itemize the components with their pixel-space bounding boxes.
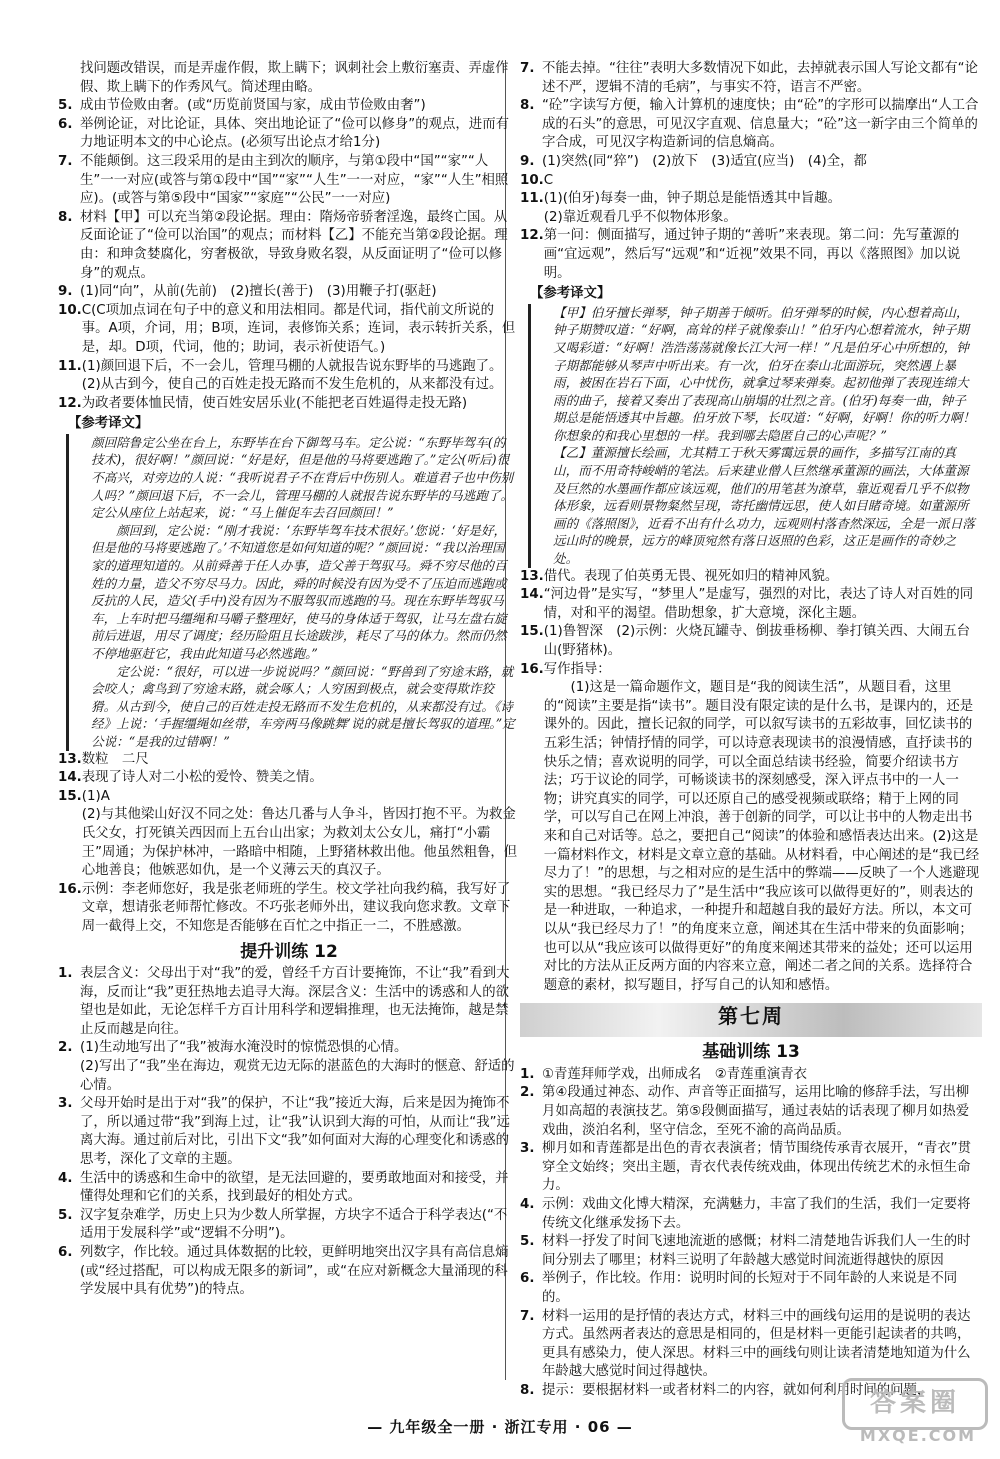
answer-number: 3. [58, 1096, 73, 1112]
section-title-13: 基础训练 13 [702, 1042, 800, 1063]
answer-item [520, 1066, 982, 1085]
reference-translation-label: 【参考译文】 [68, 416, 149, 432]
answer-number: 16. [58, 881, 82, 897]
answer-text: “河边骨”是实写，“梦里人”是虚写，强烈的对比，表达了诗人对百姓的同情，对和平的渴望。借助想象，扩大意境，深化主题。 [543, 587, 974, 621]
answer-number: 11. [520, 191, 544, 207]
answer-item [58, 1039, 520, 1095]
section-title-12: 提升训练 12 [240, 941, 338, 962]
answer-number: 6. [520, 1271, 535, 1287]
answer-number: 13. [58, 751, 82, 767]
answer-number: 1. [58, 966, 73, 982]
answer-text: 写作指导： (1)这是一篇命题作文，题目是“我的阅读生活”，从题目看，这里的“阅读”主要是指“读书”。题目没有限定读的是什么书，是课内的，还是课外的。因此，擅长记叙的同学，可以叙写读书的五彩故事，回忆读书的五彩生活；钟情抒情的同学，可以诗意表现读书的浪漫情感，直抒读书的快乐之情；喜欢说明的同学，可以全面总结读书经验，简要介绍读书方法；巧于议论的同学，可畅谈读书的深刻感受，深入评点书中的一人一物；讲究真实的同学，可以还原自己的感受视频或联络；精于上网的同学，可以写自己在网上冲浪，善于创新的同学，可以让书中的人物走出书来和自己对话等。总之，要把自己“阅读”的体验和感悟表达出来。(2)这是一篇材料作文，材料是文章立意的基础。从材料看，中心阐述的是“我已经尽力了！”的思想，与之相对应的是生活中的弊端——反映了一个人逃避现实的思想。“我已经尽力了”是生活中“我应该可以做得更好的”，则表达的是一种进取，一种追求，一种提升和超越自我的最好方法。所以，本文可以从“我已经尽力了！”的角度来立意，阐述其在生活中带来的负面影响；也可以从“我应该可以做得更好”的角度来阐述其带来的益处；还可以运用对比的方法从正反两方面的内容来立意，阐述二者之间的关系。选择符合题意的素材，拟写题目，抒写自己的认知和感悟。 [543, 661, 980, 993]
answer-number: 6. [58, 116, 73, 132]
answer-item [520, 568, 982, 587]
answer-text: 材料【甲】可以充当第②段论据。理由：隋炀帝骄奢淫逸，最终亡国。从反面论证了“俭可以治国”的观点；而材料【乙】不能充当第②段论据。理由：和珅贪婪腐化，穷奢极欲，导致身败名裂，从反面证明了“俭可以修身”的观点。 [80, 209, 508, 281]
answer-item [520, 586, 982, 623]
answer-item [58, 1244, 520, 1300]
answer-number: 7. [520, 1308, 535, 1324]
answer-text: 父母开始时是出于对“我”的保护，不让“我”接近大海，后来是因为掩饰不了，所以通过带“我”到海上过，让“我”认识到大海的可怕，从而让“我”远离大海。通过前后对比，引出下文“我”如何面对大海的心理变化和诱惑的思考，深化了文章的主题。 [80, 1096, 510, 1168]
answer-item [58, 1170, 520, 1207]
answer-number: 14. [520, 587, 544, 603]
answer-text: 举例子，作比较。作用：说明时间的长短对于不同年龄的人来说是不同的。 [542, 1271, 958, 1305]
answer-number: 8. [58, 209, 73, 225]
answer-number: 12. [58, 395, 82, 411]
answer-item [58, 788, 520, 881]
answer-text: “砼”字读写方便，输入计算机的速度快；由“砼”的字形可以揣摩出“人工合成的石头”的意思，可见汉字直观、信息量大；“砼”这一新字由三个简单的字合成，可见汉字构造新词的信息熵高。 [542, 98, 979, 151]
answer-text: 为政者要体恤民情，使百姓安居乐业(不能把老百姓逼得走投无路) [81, 395, 468, 411]
answer-text: 柳月如和青莲都是出色的青衣表演者；情节围绕传承青衣展开，“青衣”贯穿全文始终；突出主题，青衣代表传统戏曲，体现出传统艺术的永恒生命力。 [542, 1141, 971, 1194]
watermark-text: 答案圈 [842, 1378, 988, 1430]
answer-item [58, 965, 520, 1039]
answer-item [58, 1095, 520, 1169]
answer-text: 提示：要根据材料一或者材料二的内容，就如何利用时间的问题， [542, 1382, 931, 1398]
answer-text: (1)(伯牙)每奏一曲，钟子期总是能悟透其中旨趣。 (2)靠近观看几乎不似物体形象。 [543, 191, 841, 225]
answer-number: 5. [520, 1234, 535, 1250]
answer-text: (1)A (2)与其他梁山好汉不同之处：鲁达几番与人争斗，皆因打抱不平。为救金氏父女，打死镇关西因而上五台山出家；为救刘太公女儿，痛打“小霸王”周通；为保护林冲，一路暗中相随，上野猪林救出他。他虽然粗鲁，但心地善良；他嫉恶如仇，是一个义薄云天的真汉子。 [81, 788, 518, 879]
answer-number: 8. [520, 1382, 535, 1398]
answer-text: 表层含义：父母出于对“我”的爱，曾经千方百计要掩饰，不让“我”看到大海，反而让“我”更狂热地去追寻大海。深层含义：生活中的诱惑和人的欲望也是如此，无论怎样千方百计用科学和逻辑推理，也无法掩饰，越是禁止反而越是向往。 [80, 966, 510, 1037]
answer-text: (1)同“向”，从前(先前) (2)擅长(善于) (3)用鞭子打(驱赶) [80, 284, 437, 300]
answer-number: 12. [520, 228, 544, 244]
answer-number: 8. [520, 98, 535, 114]
answer-item [58, 395, 520, 414]
answer-text: ①青莲拜师学戏，出师成名 ②青莲重演青衣 [542, 1066, 808, 1082]
answer-number: 15. [520, 624, 544, 640]
answer-number: 7. [520, 61, 535, 76]
answer-number: 4. [520, 1197, 535, 1213]
answer-item [58, 302, 520, 358]
answer-number: 9. [58, 284, 73, 300]
answer-text: 材料一抒发了时间飞速地流逝的感慨；材料二清楚地告诉我们人一生的时间分别去了哪里；材料三说明了年龄越大感觉时间流逝得越快的原因 [542, 1234, 971, 1268]
answer-text: 数粒 二尺 [81, 751, 149, 767]
answer-number: 11. [58, 358, 82, 374]
answer-number: 14. [58, 770, 82, 786]
answer-text: 第④段通过神态、动作、声音等正面描写，运用比喻的修辞手法，写出柳月如高超的表演技艺。第⑤段侧面描写，通过表姑的话表现了柳月如热爱戏曲，淡泊名利，坚守信念，至死不渝的高尚品质。 [542, 1085, 970, 1138]
answer-text: (1)生动地写出了“我”被海水淹没时的惊慌恐惧的心情。 (2)写出了“我”坐在海边，观赏无边无际的湛蓝色的大海时的惬意、舒适的心情。 [80, 1040, 515, 1093]
watermark-url: MXQE.COM [859, 1426, 977, 1445]
answer-item [520, 227, 982, 283]
answer-item [58, 116, 520, 153]
answer-number [58, 60, 80, 97]
answer-item [58, 358, 520, 395]
answer-item [58, 153, 520, 209]
answer-number: 5. [58, 98, 73, 114]
answer-item [520, 1233, 982, 1270]
answer-item [58, 1207, 520, 1244]
answer-item [520, 661, 982, 996]
answer-text: 不能颠倒。这三段采用的是由主到次的顺序，与第①段中“国”“家”“人生”一一对应(或答与第①段中“国”“家”“人生”一一对应，“家”“人生”相照应)。(或答与第⑤段中“国家”“家庭”“公民”一一对应) [80, 153, 509, 207]
answer-text: C(C项加点词在句子中的意义和用法相同。都是代词，指代前文所说的事。A项，介词，用；B项，连词，表修饰关系；连词，表示转折关系，但是，却。D项，代词，他的；助词，表示祈使语气。) [81, 302, 516, 355]
reference-translation-text: 【甲】伯牙擅长弹琴，钟子期善于倾听。伯牙弹琴的时候，内心想着高山，钟子期赞叹道：“好啊，高耸的样子就像泰山！”伯牙内心想着流水，钟子期又喝彩道：“好啊！浩浩荡荡就像长江大河一样！”凡是伯牙心中所想的，钟子期都能够从琴声中听出来。有一次，伯牙在泰山北面游玩，突然遇上暴雨，被困在岩石下面，心中忧伤，就拿过琴来弹奏。起初他弹了表现连绵大雨的曲子，接着又奏出了表现高山崩塌的壮烈之音。(伯牙)每奏一曲，钟子期总是能悟透其中旨趣。伯牙放下琴，长叹道：“好啊，好啊！你的听力啊！你想象的和我心里想的一样。我到哪去隐匿自己的心声呢？” 【乙】董源擅长绘画，尤其精工于秋天雾霭远景的画作，多描写江南的真山，而不用奇特峻峭的笔法。后来建业僧人巨然继承董源的画法，大体董源及巨然的水墨画作都应该远观，他们的用笔甚为潦草，靠近观看几乎不似物体形象，远看则景物粲然呈现，寄托幽情远思，使人如目睹奇境。如董源所画的《落照图》，近看不出有什么功力，远观则村落杳然深远，全是一派日落远山时的晚景，远方的峰顶宛然有落日返照的色彩，这正是画作的奇妙之处。 [528, 304, 982, 568]
answer-text: 材料一运用的是抒情的表达方式，材料三中的画线句运用的是说明的表达方式。虽然两者表达的意思是相同的，但是材料一更能引起读者的共鸣，更具有感染力，使人深思。材料三中的画线句则让读者清楚地知道为什么年龄越大感觉时间过得越快。 [542, 1308, 971, 1380]
answer-item [520, 1270, 982, 1307]
answer-item [520, 1140, 982, 1196]
answer-number: 16. [520, 661, 544, 677]
answer-item [520, 190, 982, 227]
answer-item [58, 283, 520, 302]
reference-translation-text: 颜回陪鲁定公坐在台上，东野毕在台下御驾马车。定公说：“东野毕驾车(的技术)，很好啊！”颜回说：“好是好，但是他的马将要逃跑了。”定公(听后)很不高兴，对旁边的人说：“我听说君子不在背后中伤别人。难道君子也中伤别人吗？”颜回退下后，不一会儿，管理马棚的人就报告说东野毕的马逃跑了。定公从座位上站起来，说：“马上催促车去召回颜回！” 颜回到，定公说：“刚才我说：‘东野毕驾车技术很好。’您说：‘好是好，但是他的马将要逃跑了。’不知道您是如何知道的呢？”颜回说：“我以治理国家的道理知道的。从前舜善于任人办事，造父善于驾驭马。舜不穷尽他的百姓的力量，造父不穷尽马力。因此，舜的时候没有因为受不了压迫而逃跑或反抗的人民，造父(手中)没有因为不服驾驭而逃跑的马。现在东野毕驾驭马车，上车时把马缰绳和马嚼子整理好，使马的身体适于驾驭，让马左盘右旋前后进退，用尽了调度；经历险阻且长途跋涉，耗尽了马的体力。然而仍然不停地驱赶它，我由此知道马必然逃跑。” 定公说：“很好，可以进一步说说吗？”颜回说：“野兽到了穷途末路，就会咬人；禽鸟到了穷途末路，就会啄人；人穷困到极点，就会变得欺诈狡猾。从古到今，使自己的百姓走投无路而不发生危机的，从来都没有过。《诗经》上说：‘手握缰绳如丝带，车旁两马像跳舞’说的就是擅长驾驭的道理。”定公说：“是我的过错啊！” [66, 434, 520, 751]
answer-text: 列数字，作比较。通过具体数据的比较，更鲜明地突出汉字具有高信息熵(或“经过搭配，可以构成无限多的新词”，或“在应对新概念大量涌现的科学发展中具有优势”)的特点。 [80, 1245, 509, 1298]
answer-text: 示例：戏曲文化博大精深，充满魅力，丰富了我们的生活，我们一定要将传统文化继承发扬下去。 [542, 1197, 971, 1231]
answer-item [58, 60, 520, 97]
answer-text: (1)鲁智深 (2)示例：火烧瓦罐寺、倒拔垂杨柳、拳打镇关西、大闹五台山(野猪林)。 [543, 624, 970, 658]
week-banner [520, 1003, 982, 1037]
answer-item [58, 97, 520, 116]
answer-number: 4. [58, 1170, 73, 1186]
right-column [520, 60, 982, 1401]
answer-item [58, 881, 520, 937]
answer-number: 2. [58, 1040, 73, 1056]
answer-item [520, 60, 982, 97]
answer-text: 成由节俭败由奢。(或“历览前贤国与家，成由节俭败由奢”) [80, 98, 426, 114]
answer-text: 不能去掉。“往往”表明大多数情况下如此，去掉就表示国人写论文都有“论述不严，逻辑不清的毛病”，与事实不符，语言不严密。 [542, 61, 978, 95]
answer-text: 汉字复杂难学，历史上只为少数人所掌握，方块字不适合于科学表达(“不适用于发展科学”或“逻辑不分明”)。 [80, 1207, 508, 1242]
answer-number: 5. [58, 1207, 73, 1223]
reference-translation-label: 【参考译文】 [530, 286, 611, 302]
answer-number: 10. [520, 172, 544, 188]
answer-text: C [543, 172, 554, 188]
answer-text: 举例论证，对比论证，具体、突出地论证了“俭可以修身”的观点，进而有力地证明本文的中心论点。(必须写出论点才给1分) [80, 116, 509, 151]
answer-item [520, 97, 982, 153]
answer-item [520, 172, 982, 191]
answer-text: 第一问：侧面描写，通过钟子期的“善听”来表现。第二问：先写董源的画“宜远观”，然后写“远观”和“近视”效果不同，再以《落照图》加以说明。 [543, 228, 961, 281]
answer-number: 2. [520, 1085, 535, 1101]
answer-number: 10. [58, 302, 82, 318]
answer-number: 13. [520, 568, 544, 584]
answer-text: 借代。表现了伯英勇无畏、视死如归的精神风貌。 [543, 568, 839, 584]
answer-number: 9. [520, 153, 535, 169]
answer-number: 3. [520, 1141, 535, 1157]
watermark-logo [848, 1378, 988, 1446]
answer-number: 6. [58, 1245, 73, 1260]
answer-item [58, 769, 520, 788]
answer-number: 15. [58, 788, 82, 804]
answer-text: 生活中的诱惑和生命中的欲望，是无法回避的，要勇敢地面对和接受，并懂得处理和它们的关系，找到最好的相处方式。 [80, 1170, 509, 1205]
answer-item [520, 1084, 982, 1140]
left-column [58, 60, 520, 1300]
answer-text: 示例：李老师您好，我是张老师班的学生。校文学社向我约稿，我写好了文章，想请张老师帮忙修改。不巧张老师外出，建议我向您求教。文章下周一截得上交，不知您是否能够在百忙之中指正一二，不胜感激。 [81, 881, 511, 934]
page-footer: — 九年级全一册 · 浙江专用 · 06 — [367, 1418, 633, 1436]
answer-item [520, 153, 982, 172]
answer-item [58, 751, 520, 770]
answer-text: 找问题改错误，而是弄虚作假，欺上瞒下；讽刺社会上敷衍塞责、弄虚作假、欺上瞒下的作秀风气。简述理由略。 [80, 61, 509, 95]
answer-number: 7. [58, 153, 73, 169]
answer-item [520, 1308, 982, 1382]
answer-text: (1)颜回退下后，不一会儿，管理马棚的人就报告说东野毕的马逃跑了。 (2)从古到今，使自己的百姓走投无路而不发生危机的，从来都没有过。 [81, 358, 503, 393]
answer-number: 1. [520, 1066, 535, 1082]
answer-item [520, 623, 982, 660]
answer-text: (1)突然(同“猝”) (2)放下 (3)适宜(应当) (4)全，都 [542, 153, 867, 169]
answer-item [58, 209, 520, 283]
answer-item [520, 1196, 982, 1233]
week-title: 第七周 [718, 1004, 784, 1029]
answer-text: 表现了诗人对二小松的爱怜、赞美之情。 [81, 770, 323, 786]
